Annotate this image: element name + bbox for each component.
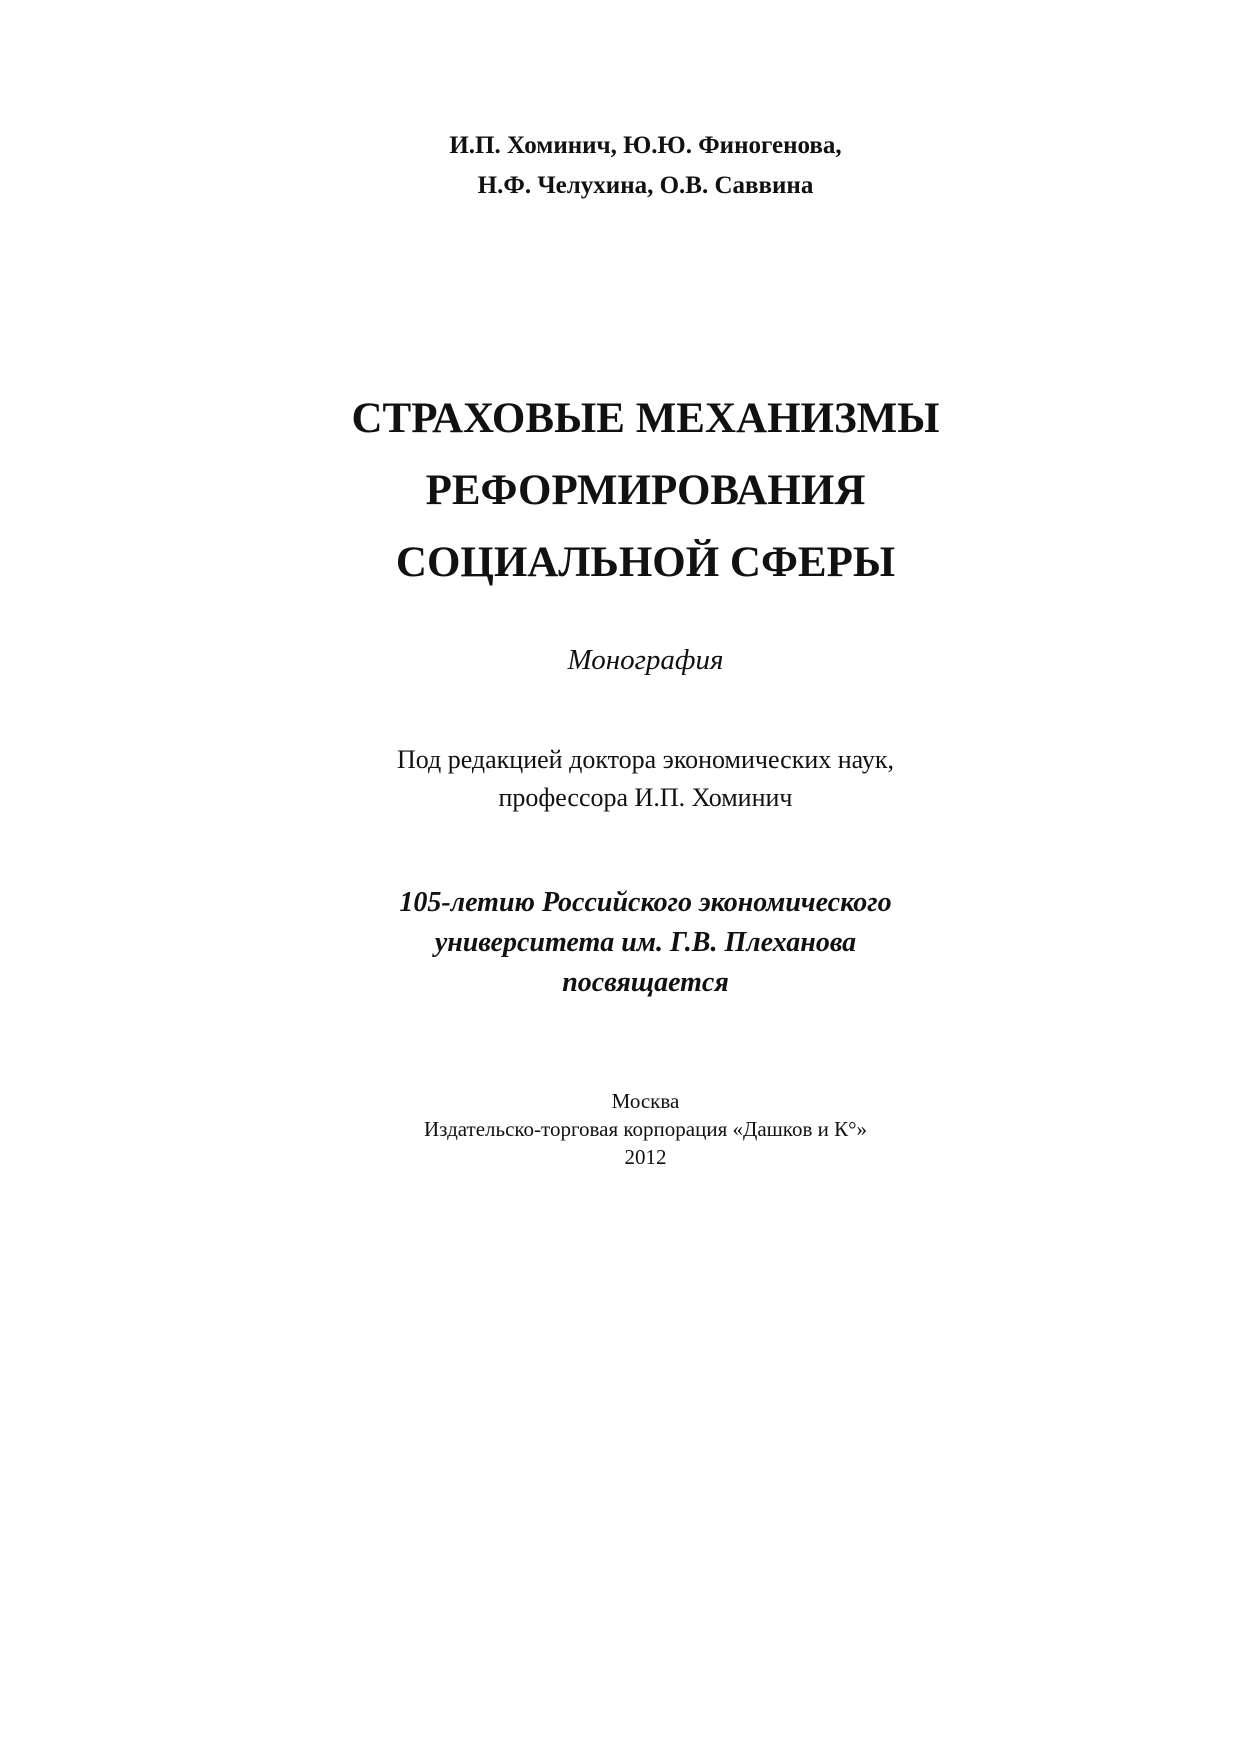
book-title-line-3: СОЦИАЛЬНОЙ СФЕРЫ — [395, 539, 896, 586]
dedication-line-3: посвящается — [562, 967, 729, 998]
authors-line-1: И.П. Хоминич, Ю.Ю. Финогенова, — [449, 132, 842, 159]
dedication-line-1: 105-летию Российского экономического — [399, 887, 892, 918]
imprint — [25, 1087, 1241, 1171]
dedication — [25, 883, 1241, 1003]
genre-text: Монография — [567, 644, 724, 676]
editor-note — [25, 741, 1241, 817]
authors-line-2: Н.Ф. Челухина, О.В. Саввина — [477, 172, 814, 199]
editor-line-1: Под редакцией доктора экономических наук, — [396, 745, 895, 774]
authors — [25, 126, 1241, 206]
imprint-year: 2012 — [624, 1145, 667, 1169]
book-title — [25, 383, 1241, 599]
dedication-line-2: университета им. Г.В. Плеханова — [434, 927, 857, 958]
imprint-publisher: Издательско-торговая корпорация «Дашков и К°» — [424, 1117, 867, 1141]
book-title-line-1: СТРАХОВЫЕ МЕХАНИЗМЫ — [351, 395, 940, 442]
imprint-city: Москва — [611, 1089, 680, 1113]
editor-line-2: профессора И.П. Хоминич — [498, 783, 793, 812]
book-title-line-2: РЕФОРМИРОВАНИЯ — [425, 467, 866, 514]
genre-label — [25, 642, 1241, 678]
